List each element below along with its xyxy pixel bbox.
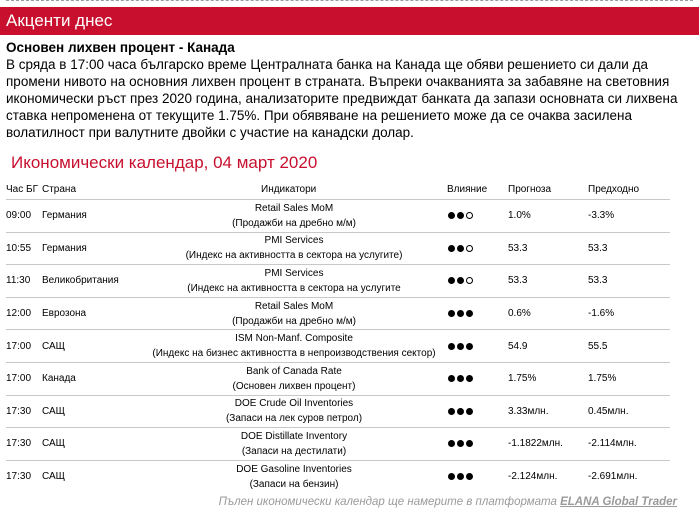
impact-dots — [448, 277, 473, 284]
row-indicator — [144, 428, 444, 460]
indicator-description: (Основен лихвен процент) — [232, 380, 356, 392]
row-country: Германия — [42, 242, 87, 254]
table-row — [6, 427, 670, 460]
row-forecast: 53.3 — [508, 275, 528, 287]
table-row — [6, 362, 670, 395]
impact-dot-filled-icon — [466, 375, 473, 382]
row-previous: -2.691млн. — [588, 471, 638, 483]
row-indicator — [144, 330, 444, 362]
indicator-description: (Индекс на бизнес активността в непроизводствения сектор) — [152, 348, 436, 360]
row-forecast: 1.75% — [508, 373, 537, 385]
row-country: Великобритания — [42, 275, 119, 287]
economic-calendar-table — [6, 180, 670, 492]
table-row — [6, 199, 670, 232]
row-indicator — [144, 461, 444, 493]
impact-dot-filled-icon — [466, 408, 473, 415]
impact-dots — [448, 212, 473, 219]
header-time: Час БГ — [6, 184, 38, 195]
indicator-name: PMI Services — [264, 235, 324, 247]
footer-note — [219, 496, 677, 508]
row-indicator — [144, 396, 444, 428]
header-previous: Предходно — [588, 184, 640, 195]
row-impact — [448, 233, 498, 265]
row-impact — [448, 396, 498, 428]
table-row — [6, 460, 670, 493]
row-forecast: -1.1822млн. — [508, 438, 563, 450]
row-previous: -3.3% — [588, 210, 615, 222]
article-body: В сряда в 17:00 часа българско време Централната банка на Канада ще обяви решението си дали да промени нивото на основния лихвен процент в страната. Въпреки очакванията за забавяне на световния икономически ръст през 2020 година, анализаторите предвиждат банката да запази основната си лихвена ставка непроменена от текущите 1.75%. При обявяване на решението може да се очаква засилена волатилност при валутните двойки с участие на канадски долар. — [6, 57, 678, 140]
row-previous: 1.75% — [588, 373, 617, 385]
row-impact — [448, 461, 498, 493]
row-forecast: 3.33млн. — [508, 405, 549, 417]
row-time: 17:30 — [6, 471, 32, 483]
impact-dot-filled-icon — [448, 245, 455, 252]
row-country: Еврозона — [42, 308, 87, 320]
row-time: 17:00 — [6, 373, 32, 385]
platform-link[interactable]: ELANA Global Trader — [560, 496, 677, 508]
row-country: САЩ — [42, 438, 66, 450]
impact-dot-filled-icon — [466, 473, 473, 480]
table-row — [6, 329, 670, 362]
row-previous: 55.5 — [588, 340, 608, 352]
table-header — [6, 180, 670, 199]
impact-dots — [448, 310, 473, 317]
row-previous: -1.6% — [588, 308, 615, 320]
row-previous: 0.45млн. — [588, 405, 629, 417]
indicator-name: DOE Crude Oil Inventories — [234, 398, 354, 410]
row-time: 17:30 — [6, 405, 32, 417]
indicator-name: ISM Non-Manf. Composite — [235, 333, 353, 345]
impact-dot-filled-icon — [457, 408, 464, 415]
row-country: САЩ — [42, 405, 66, 417]
top-divider — [6, 0, 693, 3]
impact-dots — [448, 440, 473, 447]
indicator-name: Bank of Canada Rate — [246, 365, 342, 377]
impact-dots — [448, 473, 473, 480]
article — [6, 39, 696, 141]
row-country: САЩ — [42, 340, 66, 352]
row-time: 12:00 — [6, 308, 32, 320]
indicator-name: DOE Distillate Inventory — [240, 430, 348, 442]
row-time: 10:55 — [6, 242, 32, 254]
row-impact — [448, 265, 498, 297]
calendar-title: Икономически календар, 04 март 2020 — [11, 153, 318, 172]
row-impact — [448, 298, 498, 330]
row-previous: 53.3 — [588, 242, 608, 254]
row-forecast: -2.124млн. — [508, 471, 558, 483]
indicator-description: (Продажби на дребно м/м) — [232, 217, 356, 229]
table-row — [6, 232, 670, 265]
indicator-description: (Запаси на лек суров петрол) — [225, 413, 363, 425]
row-previous: 53.3 — [588, 275, 608, 287]
row-impact — [448, 200, 498, 232]
row-indicator — [144, 265, 444, 297]
impact-dot-filled-icon — [457, 277, 464, 284]
row-impact — [448, 428, 498, 460]
impact-dot-filled-icon — [466, 310, 473, 317]
impact-dot-filled-icon — [457, 375, 464, 382]
impact-dot-filled-icon — [457, 473, 464, 480]
table-row — [6, 395, 670, 428]
impact-dots — [448, 245, 473, 252]
indicator-description: (Продажби на дребно м/м) — [232, 315, 356, 327]
row-impact — [448, 363, 498, 395]
row-indicator — [144, 363, 444, 395]
row-country: Канада — [42, 373, 76, 385]
impact-dot-empty-icon — [466, 277, 473, 284]
footer-text: Пълен икономически календар ще намерите в платформата — [218, 496, 561, 508]
row-indicator — [144, 200, 444, 232]
impact-dot-filled-icon — [448, 473, 455, 480]
impact-dot-empty-icon — [466, 212, 473, 219]
section-banner — [0, 7, 699, 35]
header-country: Страна — [42, 184, 77, 195]
row-time: 17:00 — [6, 340, 32, 352]
row-country: САЩ — [42, 471, 66, 483]
row-forecast: 54.9 — [508, 340, 528, 352]
indicator-description: (Индекс на активността в сектора на услугите) — [185, 250, 403, 262]
row-country: Германия — [42, 210, 87, 222]
row-forecast: 0.6% — [508, 308, 531, 320]
impact-dot-filled-icon — [457, 212, 464, 219]
row-forecast: 1.0% — [508, 210, 531, 222]
banner-title: Акценти днес — [6, 11, 113, 30]
impact-dot-filled-icon — [448, 375, 455, 382]
row-forecast: 53.3 — [508, 242, 528, 254]
impact-dots — [448, 343, 473, 350]
impact-dot-empty-icon — [466, 245, 473, 252]
row-previous: -2.114млн. — [588, 438, 637, 450]
impact-dot-filled-icon — [457, 310, 464, 317]
impact-dot-filled-icon — [457, 245, 464, 252]
row-indicator — [144, 298, 444, 330]
indicator-name: Retail Sales MoM — [254, 202, 334, 214]
impact-dot-filled-icon — [448, 212, 455, 219]
row-time: 11:30 — [6, 275, 31, 287]
impact-dots — [448, 408, 473, 415]
indicator-name: DOE Gasoline Inventories — [236, 463, 352, 475]
table-row — [6, 264, 670, 297]
row-indicator — [144, 233, 444, 265]
impact-dot-filled-icon — [448, 277, 455, 284]
header-impact: Влияние — [447, 184, 488, 195]
impact-dot-filled-icon — [466, 343, 473, 350]
impact-dot-filled-icon — [466, 440, 473, 447]
header-indicators: Индикатори — [261, 184, 317, 195]
indicator-description: (Запаси на дестилати) — [241, 445, 347, 457]
row-impact — [448, 330, 498, 362]
table-body — [6, 199, 670, 492]
indicator-name: PMI Services — [264, 267, 324, 279]
indicator-description: (Индекс на активността в сектора на услугите — [187, 282, 401, 294]
table-row — [6, 297, 670, 330]
indicator-description: (Запаси на бензин) — [249, 478, 339, 490]
impact-dot-filled-icon — [457, 440, 464, 447]
impact-dots — [448, 375, 473, 382]
impact-dot-filled-icon — [448, 408, 455, 415]
header-forecast: Прогноза — [508, 184, 552, 195]
impact-dot-filled-icon — [457, 343, 464, 350]
row-time: 17:30 — [6, 438, 32, 450]
impact-dot-filled-icon — [448, 440, 455, 447]
indicator-name: Retail Sales MoM — [254, 300, 334, 312]
impact-dot-filled-icon — [448, 343, 455, 350]
impact-dot-filled-icon — [448, 310, 455, 317]
row-time: 09:00 — [6, 210, 32, 222]
article-title: Основен лихвен процент - Канада — [6, 40, 235, 55]
